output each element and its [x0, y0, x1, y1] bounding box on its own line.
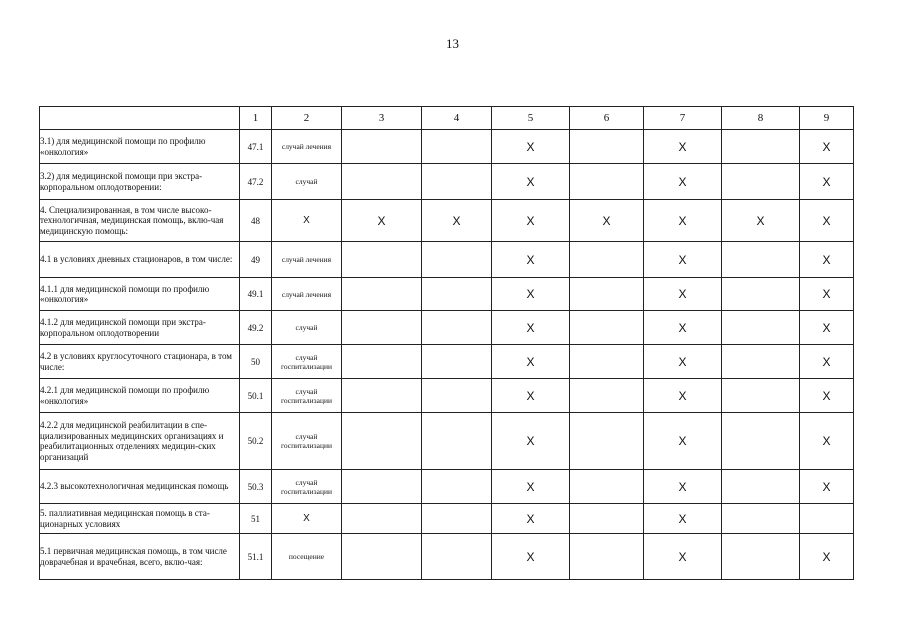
- cell-col-8: [722, 413, 800, 470]
- row-description: 5. паллиативная медицинская помощь в ста-ционарных условиях: [40, 504, 240, 534]
- cell-col-7: X: [644, 470, 722, 504]
- table-row: [40, 242, 854, 278]
- cell-col-4: [422, 413, 492, 470]
- row-code: 50.1: [240, 379, 272, 413]
- cell-col-7: X: [644, 345, 722, 379]
- cell-col-4: [422, 534, 492, 580]
- cell-col-9: X: [800, 311, 854, 345]
- row-unit: случай: [272, 164, 342, 200]
- column-header: 4: [422, 107, 492, 130]
- cell-col-3: [342, 311, 422, 345]
- column-header: 6: [570, 107, 644, 130]
- cell-col-4: [422, 278, 492, 311]
- cell-col-9: X: [800, 164, 854, 200]
- row-description: 3.2) для медицинской помощи при экстра-корпоральном оплодотворении:: [40, 164, 240, 200]
- cell-col-3: [342, 379, 422, 413]
- row-code: 50.2: [240, 413, 272, 470]
- cell-col-4: [422, 504, 492, 534]
- cell-col-9: X: [800, 130, 854, 164]
- table-row: [40, 534, 854, 580]
- row-description: 5.1 первичная медицинская помощь, в том числе доврачебная и врачебная, всего, вклю-чая:: [40, 534, 240, 580]
- table-row: [40, 164, 854, 200]
- row-unit: случай лечения: [272, 278, 342, 311]
- cell-col-4: [422, 379, 492, 413]
- cell-col-9: X: [800, 379, 854, 413]
- row-unit: X: [272, 200, 342, 242]
- cell-col-3: [342, 242, 422, 278]
- cell-col-3: [342, 130, 422, 164]
- cell-col-8: [722, 278, 800, 311]
- row-description: 4.2.3 высокотехнологичная медицинская помощь: [40, 470, 240, 504]
- table-row: [40, 413, 854, 470]
- cell-col-3: [342, 278, 422, 311]
- cell-col-6: [570, 242, 644, 278]
- cell-col-8: [722, 379, 800, 413]
- cell-col-6: [570, 413, 644, 470]
- cell-col-8: [722, 345, 800, 379]
- cell-col-7: X: [644, 200, 722, 242]
- row-unit: случай госпитализации: [272, 345, 342, 379]
- cell-col-8: [722, 470, 800, 504]
- cell-col-6: [570, 504, 644, 534]
- cell-col-9: X: [800, 200, 854, 242]
- column-header: 9: [800, 107, 854, 130]
- cell-col-8: [722, 311, 800, 345]
- cell-col-4: X: [422, 200, 492, 242]
- cell-col-4: [422, 470, 492, 504]
- table-row: [40, 504, 854, 534]
- cell-col-8: [722, 242, 800, 278]
- cell-col-5: X: [492, 504, 570, 534]
- cell-col-6: [570, 470, 644, 504]
- row-description: 4.1.1 для медицинской помощи по профилю «онкология»: [40, 278, 240, 311]
- cell-col-6: [570, 379, 644, 413]
- row-code: 50: [240, 345, 272, 379]
- cell-col-7: X: [644, 278, 722, 311]
- row-code: 51: [240, 504, 272, 534]
- cell-col-7: X: [644, 534, 722, 580]
- cell-col-5: X: [492, 164, 570, 200]
- cell-col-5: X: [492, 130, 570, 164]
- table-row: [40, 278, 854, 311]
- row-code: 47.2: [240, 164, 272, 200]
- cell-col-9: X: [800, 242, 854, 278]
- row-description: 4.1 в условиях дневных стационаров, в том числе:: [40, 242, 240, 278]
- row-code: 49.1: [240, 278, 272, 311]
- header-row: [40, 107, 854, 130]
- cell-col-8: X: [722, 200, 800, 242]
- cell-col-3: [342, 534, 422, 580]
- row-unit: случай госпитализации: [272, 379, 342, 413]
- cell-col-5: X: [492, 379, 570, 413]
- row-code: 49.2: [240, 311, 272, 345]
- column-header: 7: [644, 107, 722, 130]
- cell-col-5: X: [492, 413, 570, 470]
- table-row: [40, 200, 854, 242]
- table-row: [40, 311, 854, 345]
- cell-col-5: X: [492, 200, 570, 242]
- cell-col-6: X: [570, 200, 644, 242]
- cell-col-4: [422, 311, 492, 345]
- column-header: 1: [240, 107, 272, 130]
- row-unit: случай лечения: [272, 242, 342, 278]
- row-code: 50.3: [240, 470, 272, 504]
- cell-col-9: X: [800, 278, 854, 311]
- cell-col-5: X: [492, 242, 570, 278]
- row-description: 4.2 в условиях круглосуточного стационара, в том числе:: [40, 345, 240, 379]
- cell-col-8: [722, 130, 800, 164]
- cell-col-6: [570, 164, 644, 200]
- cell-col-4: [422, 345, 492, 379]
- row-description: 3.1) для медицинской помощи по профилю «онкология»: [40, 130, 240, 164]
- cell-col-7: X: [644, 164, 722, 200]
- row-description: 4. Специализированная, в том числе высоко-технологичная, медицинская помощь, вклю-чая медицинскую помощь:: [40, 200, 240, 242]
- cell-col-6: [570, 534, 644, 580]
- cell-col-9: X: [800, 345, 854, 379]
- cell-col-9: X: [800, 413, 854, 470]
- cell-col-7: X: [644, 413, 722, 470]
- cell-col-3: [342, 413, 422, 470]
- cell-col-5: X: [492, 534, 570, 580]
- cell-col-5: X: [492, 278, 570, 311]
- cell-col-8: [722, 164, 800, 200]
- cell-col-7: X: [644, 504, 722, 534]
- cell-col-4: [422, 130, 492, 164]
- row-code: 49: [240, 242, 272, 278]
- cell-col-7: X: [644, 311, 722, 345]
- row-unit: случай лечения: [272, 130, 342, 164]
- row-code: 51.1: [240, 534, 272, 580]
- page-number: 13: [446, 36, 459, 51]
- row-description: 4.2.2 для медицинской реабилитации в спе-циализированных медицинских организациях и реабилитационных отделениях медицин-ских организаций: [40, 413, 240, 470]
- cell-col-5: X: [492, 345, 570, 379]
- cell-col-6: [570, 345, 644, 379]
- table-row: [40, 379, 854, 413]
- cell-col-3: [342, 345, 422, 379]
- row-unit: случай госпитализации: [272, 413, 342, 470]
- cell-col-7: X: [644, 379, 722, 413]
- row-description: 4.1.2 для медицинской помощи при экстра-корпоральном оплодотворении: [40, 311, 240, 345]
- row-unit: X: [272, 504, 342, 534]
- cell-col-3: [342, 504, 422, 534]
- cell-col-5: X: [492, 470, 570, 504]
- row-code: 48: [240, 200, 272, 242]
- row-unit: случай госпитализации: [272, 470, 342, 504]
- data-table: [39, 106, 854, 580]
- row-unit: случай: [272, 311, 342, 345]
- cell-col-7: X: [644, 130, 722, 164]
- column-header: 8: [722, 107, 800, 130]
- cell-col-8: [722, 504, 800, 534]
- row-unit: посещение: [272, 534, 342, 580]
- cell-col-5: X: [492, 311, 570, 345]
- column-header: 5: [492, 107, 570, 130]
- cell-col-3: [342, 470, 422, 504]
- column-header: [40, 107, 240, 130]
- row-code: 47.1: [240, 130, 272, 164]
- table-row: [40, 130, 854, 164]
- cell-col-9: X: [800, 534, 854, 580]
- row-description: 4.2.1 для медицинской помощи по профилю «онкология»: [40, 379, 240, 413]
- cell-col-4: [422, 164, 492, 200]
- cell-col-6: [570, 130, 644, 164]
- cell-col-3: [342, 164, 422, 200]
- cell-col-6: [570, 278, 644, 311]
- cell-col-8: [722, 534, 800, 580]
- column-header: 3: [342, 107, 422, 130]
- cell-col-9: X: [800, 470, 854, 504]
- cell-col-4: [422, 242, 492, 278]
- table-row: [40, 470, 854, 504]
- cell-col-3: X: [342, 200, 422, 242]
- cell-col-6: [570, 311, 644, 345]
- cell-col-7: X: [644, 242, 722, 278]
- cell-col-9: [800, 504, 854, 534]
- column-header: 2: [272, 107, 342, 130]
- table-row: [40, 345, 854, 379]
